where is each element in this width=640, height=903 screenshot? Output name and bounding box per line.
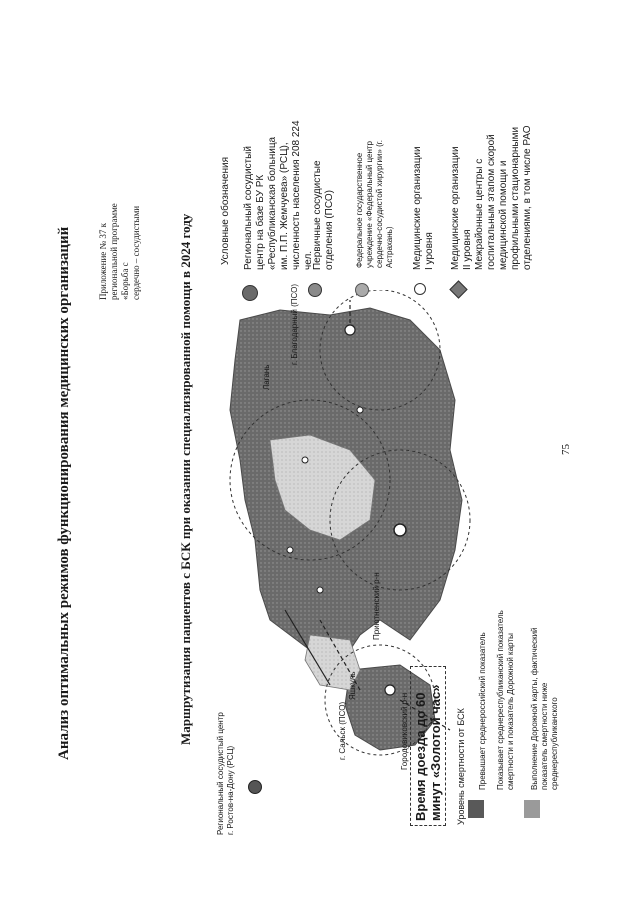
legend-title: [220, 157, 232, 265]
swatch-road-map: [524, 800, 540, 818]
legend-federal: Федеральное государственное учреждение «Федеральный центр сердечно-сосудистой хирургии» (г. Астрахань): [355, 140, 394, 268]
legend-federal-symbol: [355, 283, 369, 297]
pso-marker-1: [345, 325, 355, 335]
label-yashkul: Яшкуль: [348, 671, 357, 700]
legend-level1: Медицинские организации I уровня: [412, 146, 435, 270]
pso-marker-2: [385, 685, 395, 695]
label-blagodarny: г. Благодарный (ПСО): [290, 283, 299, 365]
map-title: Маршрутизация пациентов с БСК при оказании специализированной помощи в 2024 году: [178, 213, 193, 745]
label-salsk: г. Сальск (ПСО): [338, 701, 347, 760]
legend-level2: Медицинские организации II уровня Межрайонные центры с госпитальным этапом скорой медицинской помощи и профильными стационарными отделениями, в том числе РАО: [450, 125, 533, 270]
label-gorodovikovsky: Городовиковский р-н: [400, 692, 409, 770]
legend-road-map: Выполнение Дорожной карты, фактический показатель смертности ниже среднереспубликанского: [530, 627, 559, 790]
mo-marker-3: [317, 587, 323, 593]
label-priyutnensky: Приютненский р-н: [372, 572, 381, 640]
legend-rostov: Региональный сосудистый центр г. Ростов-на-Дону (РСЦ): [216, 712, 235, 835]
mo-marker-1: [302, 457, 308, 463]
legend-pso: Первичные сосудистые отделения (ПСО): [312, 160, 335, 270]
mo-marker-4: [357, 407, 363, 413]
legend-rsc-symbol: [242, 285, 258, 301]
page-number: 75: [560, 444, 572, 455]
swatch-above-avg: [468, 800, 484, 818]
legend-mortality-title: Уровень смертности от БСК: [456, 708, 466, 825]
legend-level1-symbol: [414, 283, 426, 295]
page-heading: Анализ оптимальных режимов функционирования медицинских организаций: [56, 226, 72, 760]
legend-above-avg: Превышает среднероссийский показатель: [478, 632, 487, 790]
rsc-marker: [394, 524, 406, 536]
appendix-note: [98, 150, 142, 300]
appendix-line-4: сердечно – сосудистыми: [131, 205, 141, 300]
legend-golden-hour: Время доезда до 60 минут «Золотой час»: [410, 666, 446, 826]
label-lagan: Лагань: [262, 364, 271, 390]
appendix-line-1: Приложение № 37 к: [98, 222, 108, 300]
legend-rostov-symbol: [248, 780, 262, 794]
legend-pso-symbol: [308, 283, 322, 297]
legend-below-avg: Показывает среднереспубликанский показатель смертности и показатель Дорожной карты: [496, 610, 515, 790]
legend-title-text: Условные обозначения: [220, 156, 231, 265]
mo-marker-2: [287, 547, 293, 553]
appendix-line-3: «Борьба с: [120, 262, 130, 300]
appendix-line-2: региональной программе: [109, 203, 119, 300]
legend-rsc: Региональный сосудистый центр на базе БУ РК «Республиканская больница им. П.П. Жемчуева» (РСЦ), численность населения 208 224 чел.: [243, 120, 314, 270]
